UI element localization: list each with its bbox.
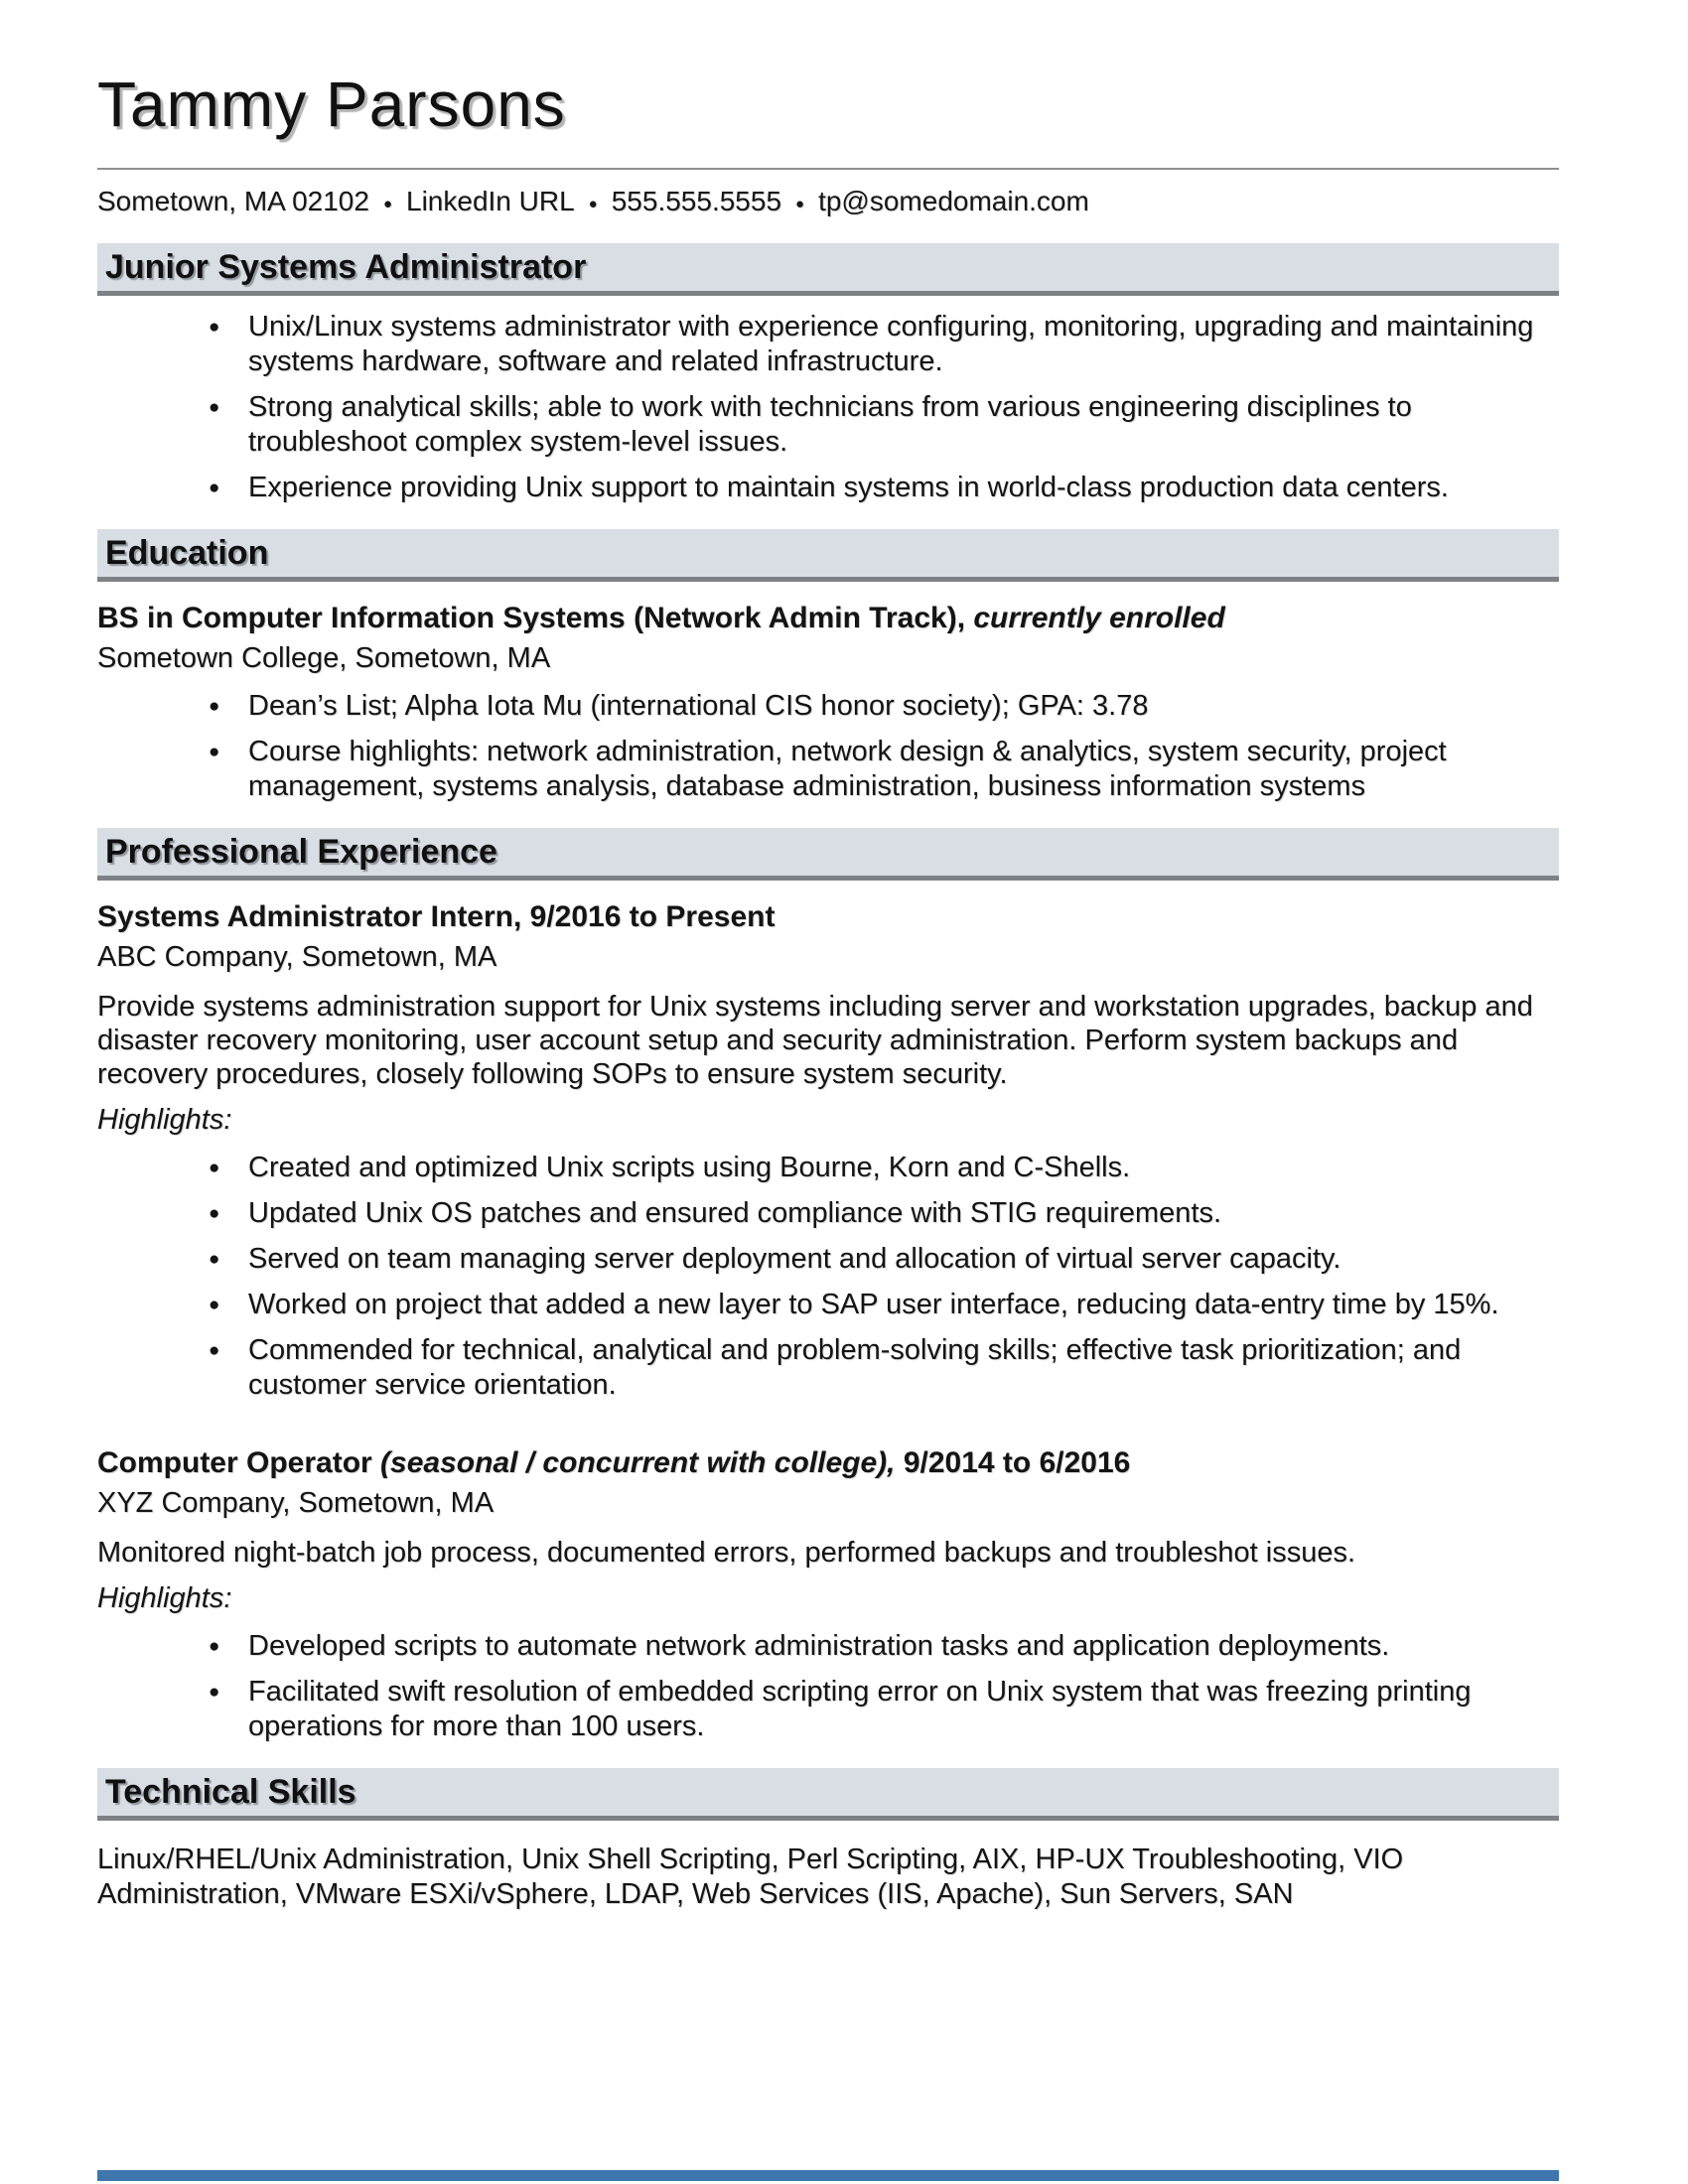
contact-phone: 555.555.5555 — [611, 186, 782, 217]
list-item — [97, 735, 1559, 804]
list-item — [97, 1151, 1559, 1185]
bullet-icon: ● — [209, 478, 220, 499]
section-header-experience: Professional Experience — [97, 828, 1559, 881]
skills-list: Linux/RHEL/Unix Administration, Unix Shell Scripting, Perl Scripting, AIX, HP-UX Troubleshooting, VIO Administration, VMware ESXi/vSphere, LDAP, Web Services (IIS, Apache), Sun Servers, SAN — [97, 1843, 1404, 1911]
education-bullet: Dean’s List; Alpha Iota Mu (international CIS honor society); GPA: 3.78 — [248, 690, 1149, 723]
person-name: Tammy Parsons — [97, 68, 566, 140]
job-title-2 — [97, 1446, 1559, 1480]
bullet-icon: ● — [209, 742, 220, 763]
job-1-highlight: Updated Unix OS patches and ensured compliance with STIG requirements. — [248, 1197, 1222, 1230]
degree-status: currently enrolled — [973, 602, 1225, 635]
list-item — [97, 390, 1559, 460]
job-2-highlight: Facilitated swift resolution of embedded scripting error on Unix system that was freezing printing operations for more than 100 users. — [248, 1676, 1472, 1743]
contact-email: tp@somedomain.com — [818, 186, 1089, 217]
job-2-note: (seasonal / concurrent with college), — [380, 1446, 904, 1480]
resume-content — [97, 68, 1559, 1912]
bullet-icon: ● — [209, 1249, 220, 1271]
header-divider — [97, 168, 1559, 170]
job-description-2: Monitored night-batch job process, documented errors, performed backups and troubleshot issues. — [97, 1537, 1356, 1570]
education-bullet: Course highlights: network administration, network design & analytics, system security, project management, systems analysis, database administration, business information systems — [248, 736, 1447, 803]
section-header-education: Education — [97, 529, 1559, 582]
degree-title — [97, 602, 1559, 635]
degree-name: BS in Computer Information Systems (Network Admin Track), — [97, 602, 974, 635]
job-2-highlight-list — [97, 1629, 1559, 1744]
bullet-icon: ● — [209, 1682, 220, 1704]
summary-bullet: Unix/Linux systems administrator with experience configuring, monitoring, upgrading and maintaining systems hardware, software and related infrastructure. — [248, 311, 1534, 378]
job-2-highlight: Developed scripts to automate network administration tasks and application deployments. — [248, 1630, 1390, 1663]
summary-bullet: Strong analytical skills; able to work with technicians from various engineering disciplines to troubleshoot complex system-level issues. — [248, 391, 1412, 459]
job-1-highlight: Commended for technical, analytical and problem-solving skills; effective task prioritization; and customer service orientation. — [248, 1334, 1462, 1402]
section-header-job-target: Junior Systems Administrator — [97, 243, 1559, 296]
list-item — [97, 1288, 1559, 1322]
separator-dot-icon: ● — [795, 195, 805, 212]
bullet-icon: ● — [209, 1340, 220, 1362]
job-1-highlight: Served on team managing server deployment and allocation of virtual server capacity. — [248, 1243, 1341, 1276]
separator-dot-icon: ● — [588, 195, 598, 212]
list-item — [97, 689, 1559, 724]
section-header-skills: Technical Skills — [97, 1768, 1559, 1821]
list-item — [97, 1333, 1559, 1403]
job-2-role: Computer Operator — [97, 1446, 381, 1480]
job-1-highlight: Worked on project that added a new layer to SAP user interface, reducing data-entry time by 15%. — [248, 1289, 1499, 1321]
list-item — [97, 1196, 1559, 1231]
bullet-icon: ● — [209, 696, 220, 718]
summary-bullet: Experience providing Unix support to maintain systems in world-class production data centers. — [248, 472, 1449, 504]
bullet-icon: ● — [209, 317, 220, 339]
separator-dot-icon: ● — [382, 195, 393, 212]
bottom-accent-bar — [97, 2170, 1559, 2181]
highlights-label-1: Highlights: — [97, 1104, 232, 1137]
bullet-icon: ● — [209, 1636, 220, 1658]
list-item — [97, 1242, 1559, 1277]
list-item — [97, 471, 1559, 505]
highlights-label-2: Highlights: — [97, 1582, 232, 1615]
education-bullet-list — [97, 689, 1559, 804]
list-item — [97, 1629, 1559, 1664]
bullet-icon: ● — [209, 1295, 220, 1316]
school-name: Sometown College, Sometown, MA — [97, 642, 551, 675]
job-1-highlight-list — [97, 1151, 1559, 1403]
bullet-icon: ● — [209, 1158, 220, 1179]
contact-location: Sometown, MA 02102 — [97, 186, 369, 217]
contact-line — [97, 186, 1559, 217]
list-item — [97, 1675, 1559, 1744]
summary-bullet-list — [97, 310, 1559, 505]
bullet-icon: ● — [209, 1203, 220, 1225]
job-2-dates: 9/2014 to 6/2016 — [903, 1446, 1131, 1480]
bullet-icon: ● — [209, 397, 220, 419]
contact-linkedin: LinkedIn URL — [406, 186, 575, 217]
list-item — [97, 310, 1559, 379]
job-description-1: Provide systems administration support for Unix systems including server and workstation upgrades, backup and disaster recovery monitoring, user account setup and security administration. Perform system backups and recovery procedures, closely following SOPs to ensure system security. — [97, 991, 1533, 1091]
job-company-2: XYZ Company, Sometown, MA — [97, 1487, 494, 1520]
job-company-1: ABC Company, Sometown, MA — [97, 941, 497, 974]
job-1-highlight: Created and optimized Unix scripts using Bourne, Korn and C-Shells. — [248, 1152, 1131, 1184]
job-title-1: Systems Administrator Intern, 9/2016 to Present — [97, 900, 775, 934]
